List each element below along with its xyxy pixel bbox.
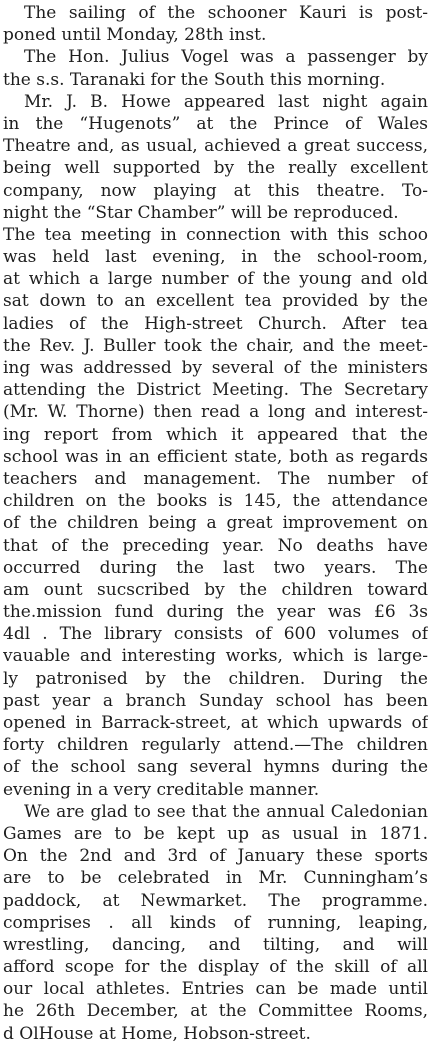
text-line: being well supported by the really excellent [3, 158, 428, 179]
text-line: he 26th December, at the Committee Rooms, [3, 1001, 428, 1022]
text-line: sat down to an excellent tea provided by the [3, 291, 428, 312]
text-line: the.mission fund during the year was £6 3s [3, 602, 428, 623]
text-line: poned until Monday, 28th inst. [3, 25, 267, 46]
text-line: Mr. J. B. Howe appeared last night again [24, 91, 428, 112]
paragraph-schooner-kauri [3, 2, 428, 46]
text-line: The sailing of the schooner Kauri is post- [24, 3, 428, 23]
text-line: in the “Hugenots” at the Prince of Wales [3, 113, 428, 134]
text-line: children on the books is 145, the attendance [3, 491, 428, 512]
text-line: afford scope for the display of the skill of all [3, 957, 428, 978]
text-line: am ount sucscribed by the children toward [3, 579, 428, 600]
paragraph-theatre [3, 91, 428, 224]
text-line: (Mr. W. Thorne) then read a long and interest- [3, 402, 428, 423]
text-line: the s.s. Taranaki for the South this morning. [3, 69, 386, 90]
text-line: paddock, at Newmarket. The programme. [3, 890, 428, 911]
text-line: The tea meeting in connection with this schoo [3, 224, 428, 245]
text-line: school was in an efficient state, both as regards [3, 446, 428, 467]
text-line: Games are to be kept up as usual in 1871. [3, 823, 428, 844]
text-line: We are glad to see that the annual Caledonian [24, 801, 428, 822]
text-line: teachers and management. The number of [3, 468, 428, 489]
text-line: ly patronised by the children. During the [3, 668, 428, 689]
text-line: opened in Barrack-street, at which upwards of [3, 713, 428, 733]
text-line: at which a large number of the young and old [3, 269, 428, 290]
text-line: that of the preceding year. No deaths have [3, 535, 428, 556]
text-line: ladies of the High-street Church. After tea [3, 313, 428, 334]
text-line: comprises . all kinds of running, leaping, [3, 912, 428, 933]
text-line: was held last evening, in the school-room, [3, 247, 428, 268]
text-line: attending the District Meeting. The Secretary [3, 380, 428, 401]
text-line: company, now playing at this theatre. To- [3, 180, 428, 201]
paragraph-tea-meeting [3, 224, 428, 801]
text-line: The Hon. Julius Vogel was a passenger by [24, 47, 428, 68]
text-line: our local athletes. Entries can be made until [3, 979, 428, 1000]
text-line: the Rev. J. Buller took the chair, and the meet- [3, 335, 428, 356]
paragraph-caledonian-games [3, 801, 428, 1045]
text-line: Theatre and, as usual, achieved a great success, [3, 136, 428, 157]
text-line: of the school sang several hymns during the [3, 757, 428, 778]
text-line: d OlHouse at Home, Hobson-street. [3, 1023, 311, 1044]
paragraph-julius-vogel [3, 46, 428, 90]
text-line: wrestling, dancing, and tilting, and will [3, 934, 428, 955]
text-line: occurred during the last two years. The [3, 557, 428, 578]
text-line: vauable and interesting works, which is large- [3, 646, 428, 667]
text-line: ing report from which it appeared that the [3, 424, 428, 445]
text-line: past year a branch Sunday school has been [3, 690, 428, 711]
text-line: are to be celebrated in Mr. Cunningham’s [3, 868, 428, 889]
text-line: forty children regularly attend.—The children [3, 735, 428, 756]
text-line: ing was addressed by several of the ministers [3, 358, 428, 378]
text-line: evening in a very creditable manner. [3, 779, 320, 800]
text-line: of the children being a great improvement on [3, 513, 428, 534]
text-line: night the “Star Chamber” will be reproduced. [3, 202, 399, 223]
text-line: 4dl . The library consists of 600 volumes of [3, 624, 428, 645]
text-line: On the 2nd and 3rd of January these sports [3, 846, 428, 867]
